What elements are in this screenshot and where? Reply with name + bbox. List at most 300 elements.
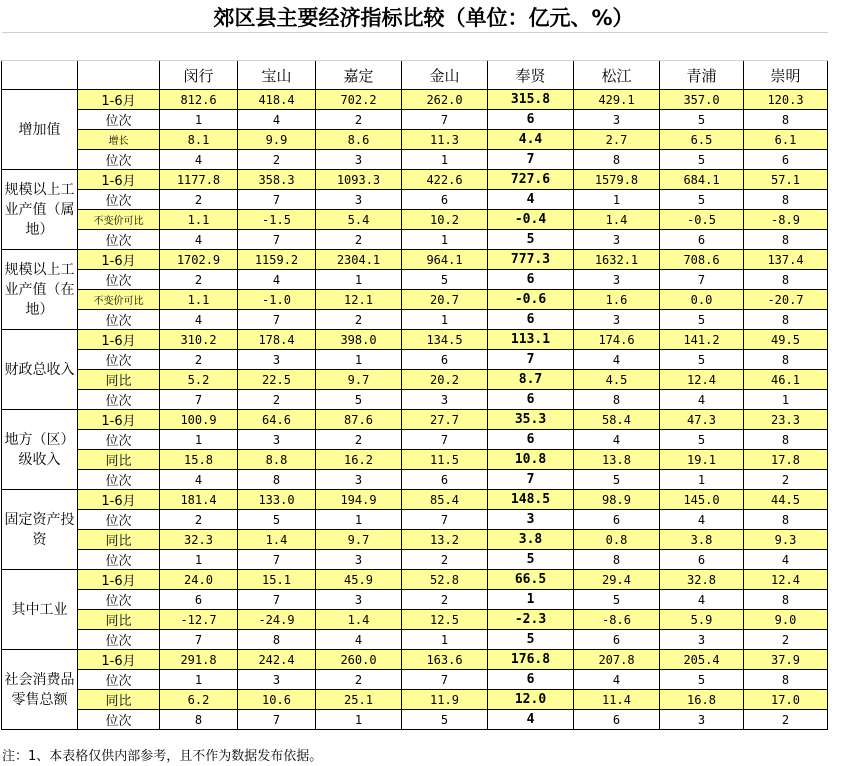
table-cell: 1632.1 (574, 250, 660, 270)
table-cell: 49.5 (744, 330, 828, 350)
table-cell: 357.0 (660, 90, 744, 110)
table-cell: 5 (488, 630, 574, 650)
table-cell: 12.0 (488, 690, 574, 710)
table-row (2, 170, 828, 190)
table-cell: 1 (160, 110, 238, 130)
table-cell: 1702.9 (160, 250, 238, 270)
table-cell: -24.9 (238, 610, 316, 630)
table-cell: 2 (160, 350, 238, 370)
indicator-group-label: 固定资产投资 (2, 490, 78, 570)
table-cell: 1 (660, 470, 744, 490)
table-cell: 2 (316, 670, 402, 690)
row-label: 同比 (78, 370, 160, 390)
table-cell: 1177.8 (160, 170, 238, 190)
table-cell: -8.9 (744, 210, 828, 230)
table-cell: 4 (238, 110, 316, 130)
table-row (2, 690, 828, 710)
table-row (2, 330, 828, 350)
table-cell: 684.1 (660, 170, 744, 190)
table-cell: 3.8 (488, 530, 574, 550)
table-cell: 9.7 (316, 530, 402, 550)
row-label: 不变价可比 (78, 290, 160, 310)
indicator-group-label: 规模以上工业产值（在地） (2, 250, 78, 330)
table-cell: 7 (238, 230, 316, 250)
table-cell: 9.3 (744, 530, 828, 550)
table-cell: 137.4 (744, 250, 828, 270)
table-cell: 6.2 (160, 690, 238, 710)
table-cell: 4 (160, 470, 238, 490)
table-cell: 4 (160, 150, 238, 170)
table-cell: 45.9 (316, 570, 402, 590)
table-cell: 7 (402, 430, 488, 450)
table-cell: 310.2 (160, 330, 238, 350)
table-cell: -2.3 (488, 610, 574, 630)
table-cell: 178.4 (238, 330, 316, 350)
table-cell: 6 (574, 510, 660, 530)
table-cell: 7 (488, 470, 574, 490)
table-cell: 2 (402, 590, 488, 610)
table-cell: 8 (744, 590, 828, 610)
table-cell: 7 (488, 150, 574, 170)
column-header: 松江 (574, 61, 660, 90)
table-cell: 6 (574, 710, 660, 730)
table-cell: 13.2 (402, 530, 488, 550)
table-cell: -0.4 (488, 210, 574, 230)
table-cell: 6 (402, 190, 488, 210)
table-cell: 8 (160, 710, 238, 730)
table-cell: 4 (316, 630, 402, 650)
row-label: 1-6月 (78, 490, 160, 510)
table-cell: 44.5 (744, 490, 828, 510)
table-cell: 17.8 (744, 450, 828, 470)
table-cell: 5 (488, 550, 574, 570)
table-cell: 3 (488, 510, 574, 530)
table-cell: 207.8 (574, 650, 660, 670)
row-label: 位次 (78, 670, 160, 690)
table-cell: 260.0 (316, 650, 402, 670)
table-cell: 3.8 (660, 530, 744, 550)
table-cell: 1 (402, 630, 488, 650)
table-cell: 5 (660, 190, 744, 210)
table-cell: 6 (488, 670, 574, 690)
table-cell: 7 (160, 390, 238, 410)
table-cell: 3 (574, 270, 660, 290)
table-cell: 1 (402, 310, 488, 330)
table-cell: 1093.3 (316, 170, 402, 190)
row-label: 位次 (78, 630, 160, 650)
table-cell: 5 (660, 670, 744, 690)
table-row (2, 650, 828, 670)
table-cell: 2 (160, 190, 238, 210)
table-cell: 7 (160, 630, 238, 650)
table-cell: 8 (744, 350, 828, 370)
table-row (2, 310, 828, 330)
table-cell: 8 (574, 390, 660, 410)
table-cell: 58.4 (574, 410, 660, 430)
table-cell: 7 (660, 270, 744, 290)
table-row (2, 610, 828, 630)
table-cell: -1.0 (238, 290, 316, 310)
table-cell: 5 (660, 150, 744, 170)
table-cell: 8.7 (488, 370, 574, 390)
table-cell: 3 (316, 190, 402, 210)
column-header: 闵行 (160, 61, 238, 90)
table-cell: 727.6 (488, 170, 574, 190)
row-label: 1-6月 (78, 410, 160, 430)
table-cell: 5 (660, 110, 744, 130)
table-cell: 4 (160, 230, 238, 250)
table-cell: 141.2 (660, 330, 744, 350)
table-cell: 15.8 (160, 450, 238, 470)
table-cell: 358.3 (238, 170, 316, 190)
table-row (2, 370, 828, 390)
table-cell: 163.6 (402, 650, 488, 670)
table-cell: 6 (574, 630, 660, 650)
table-cell: 1.1 (160, 210, 238, 230)
row-label: 位次 (78, 550, 160, 570)
column-header: 嘉定 (316, 61, 402, 90)
table-cell: 22.5 (238, 370, 316, 390)
table-cell: 7 (238, 710, 316, 730)
table-cell: 4 (574, 430, 660, 450)
table-cell: 418.4 (238, 90, 316, 110)
table-cell: 10.2 (402, 210, 488, 230)
table-cell: 5.9 (660, 610, 744, 630)
table-cell: 1.4 (238, 530, 316, 550)
table-cell: 964.1 (402, 250, 488, 270)
table-cell: 1.4 (316, 610, 402, 630)
table-cell: 6 (160, 590, 238, 610)
table-cell: 11.9 (402, 690, 488, 710)
table-cell: 87.6 (316, 410, 402, 430)
table-cell: 3 (402, 390, 488, 410)
table-cell: 1.1 (160, 290, 238, 310)
table-cell: 205.4 (660, 650, 744, 670)
table-cell: 1579.8 (574, 170, 660, 190)
table-cell: 1 (160, 550, 238, 570)
table-cell: -20.7 (744, 290, 828, 310)
table-cell: 98.9 (574, 490, 660, 510)
table-row (2, 570, 828, 590)
table-cell: 1 (316, 350, 402, 370)
table-cell: 5 (402, 270, 488, 290)
table-row (2, 290, 828, 310)
table-cell: 120.3 (744, 90, 828, 110)
table-cell: 6.1 (744, 130, 828, 150)
table-cell: 2 (316, 430, 402, 450)
table-cell: 702.2 (316, 90, 402, 110)
table-cell: 1 (316, 710, 402, 730)
table-cell: 3 (238, 430, 316, 450)
table-cell: 35.3 (488, 410, 574, 430)
table-cell: 10.8 (488, 450, 574, 470)
table-cell: 1159.2 (238, 250, 316, 270)
table-cell: 12.5 (402, 610, 488, 630)
table-cell: 8 (744, 430, 828, 450)
header-corner (2, 61, 78, 90)
table-row (2, 90, 828, 110)
table-cell: 4 (660, 510, 744, 530)
table-row (2, 130, 828, 150)
table-cell: 3 (574, 110, 660, 130)
table-cell: 812.6 (160, 90, 238, 110)
table-cell: 5 (402, 710, 488, 730)
table-cell: 7 (402, 670, 488, 690)
table-cell: -12.7 (160, 610, 238, 630)
table-cell: 11.5 (402, 450, 488, 470)
table-cell: 262.0 (402, 90, 488, 110)
row-label: 位次 (78, 190, 160, 210)
table-row (2, 190, 828, 210)
column-header: 宝山 (238, 61, 316, 90)
table-cell: 6 (660, 550, 744, 570)
table-cell: 3 (238, 670, 316, 690)
row-label: 位次 (78, 150, 160, 170)
table-cell: 315.8 (488, 90, 574, 110)
table-cell: 13.8 (574, 450, 660, 470)
row-label: 位次 (78, 270, 160, 290)
blank-row (2, 33, 828, 61)
table-cell: 4.5 (574, 370, 660, 390)
row-label: 同比 (78, 450, 160, 470)
table-cell: 7 (238, 590, 316, 610)
table-cell: 2 (316, 230, 402, 250)
table-row (2, 250, 828, 270)
table-cell: 4 (574, 350, 660, 370)
table-cell: 5 (660, 430, 744, 450)
table-cell: 176.8 (488, 650, 574, 670)
table-cell: 5 (660, 350, 744, 370)
table-cell: 2 (316, 110, 402, 130)
table-cell: 134.5 (402, 330, 488, 350)
table-row (2, 390, 828, 410)
table-row (2, 270, 828, 290)
table-cell: 8 (744, 110, 828, 130)
table-cell: 9.7 (316, 370, 402, 390)
table-cell: 3 (660, 630, 744, 650)
table-cell: 1 (316, 510, 402, 530)
table-cell: 3 (574, 230, 660, 250)
table-cell: 181.4 (160, 490, 238, 510)
table-cell: 8.1 (160, 130, 238, 150)
table-row (2, 210, 828, 230)
row-label: 1-6月 (78, 90, 160, 110)
table-cell: 3 (316, 550, 402, 570)
table-cell: 4 (744, 550, 828, 570)
table-cell: 64.6 (238, 410, 316, 430)
row-label: 位次 (78, 710, 160, 730)
table-row (2, 350, 828, 370)
table-cell: 2304.1 (316, 250, 402, 270)
table-cell: 7 (238, 550, 316, 570)
table-cell: 3 (660, 710, 744, 730)
table-cell: 8 (238, 630, 316, 650)
table-cell: -8.6 (574, 610, 660, 630)
table-cell: 85.4 (402, 490, 488, 510)
row-label: 1-6月 (78, 650, 160, 670)
table-cell: 2.7 (574, 130, 660, 150)
table-cell: 8 (744, 510, 828, 530)
table-row (2, 110, 828, 130)
table-row (2, 410, 828, 430)
table-cell: 2 (402, 550, 488, 570)
table-cell: 174.6 (574, 330, 660, 350)
table-cell: 100.9 (160, 410, 238, 430)
table-cell: 2 (160, 270, 238, 290)
row-label: 位次 (78, 390, 160, 410)
column-header: 崇明 (744, 61, 828, 90)
table-row (2, 710, 828, 730)
table-cell: 20.2 (402, 370, 488, 390)
table-cell: 2 (744, 470, 828, 490)
table-cell: -0.6 (488, 290, 574, 310)
table-cell: 1 (488, 590, 574, 610)
table-cell: 57.1 (744, 170, 828, 190)
table-cell: 3 (316, 590, 402, 610)
table-cell: 29.4 (574, 570, 660, 590)
table-cell: 0.0 (660, 290, 744, 310)
table-cell: 24.0 (160, 570, 238, 590)
table-cell: 5 (660, 310, 744, 330)
table-cell: 16.2 (316, 450, 402, 470)
table-row (2, 630, 828, 650)
table-cell: 12.4 (744, 570, 828, 590)
indicator-group-label: 地方（区）级收入 (2, 410, 78, 490)
row-label: 位次 (78, 430, 160, 450)
row-label: 位次 (78, 510, 160, 530)
table-cell: 6 (488, 430, 574, 450)
table-cell: -1.5 (238, 210, 316, 230)
table-cell: 5 (574, 470, 660, 490)
table-cell: 1 (316, 270, 402, 290)
table-cell: 3 (316, 150, 402, 170)
table-cell: 4 (660, 590, 744, 610)
table-cell: 2 (744, 630, 828, 650)
table-cell: 2 (160, 510, 238, 530)
table-cell: 7 (238, 310, 316, 330)
table-cell: 4 (574, 670, 660, 690)
table-cell: 10.6 (238, 690, 316, 710)
table-cell: 27.7 (402, 410, 488, 430)
table-cell: 37.9 (744, 650, 828, 670)
table-cell: 17.0 (744, 690, 828, 710)
table-cell: 422.6 (402, 170, 488, 190)
table-cell: 6.5 (660, 130, 744, 150)
table-cell: 133.0 (238, 490, 316, 510)
row-label: 增长 (78, 130, 160, 150)
indicator-table (1, 32, 828, 730)
column-header: 金山 (402, 61, 488, 90)
indicator-group-label: 规模以上工业产值（属地） (2, 170, 78, 250)
page-title: 郊区县主要经济指标比较（单位：亿元、%） (213, 6, 634, 30)
table-cell: 194.9 (316, 490, 402, 510)
table-cell: 46.1 (744, 370, 828, 390)
table-cell: 12.4 (660, 370, 744, 390)
table-cell: 19.1 (660, 450, 744, 470)
row-label: 1-6月 (78, 570, 160, 590)
table-cell: 4 (488, 710, 574, 730)
table-cell: 9.9 (238, 130, 316, 150)
table-row (2, 670, 828, 690)
table-row (2, 550, 828, 570)
table-cell: 1 (574, 190, 660, 210)
table-row (2, 590, 828, 610)
row-label: 1-6月 (78, 330, 160, 350)
table-cell: 11.4 (574, 690, 660, 710)
table-cell: 8 (574, 150, 660, 170)
table-cell: 8.6 (316, 130, 402, 150)
table-cell: 7 (488, 350, 574, 370)
table-row (2, 450, 828, 470)
table-cell: -0.5 (660, 210, 744, 230)
row-label: 不变价可比 (78, 210, 160, 230)
table-cell: 16.8 (660, 690, 744, 710)
table-cell: 3 (316, 470, 402, 490)
row-label: 1-6月 (78, 250, 160, 270)
table-row (2, 470, 828, 490)
indicator-group-label: 增加值 (2, 90, 78, 170)
table-cell: 2 (316, 310, 402, 330)
row-label: 位次 (78, 110, 160, 130)
table-row (2, 430, 828, 450)
table-row (2, 490, 828, 510)
table-cell: 6 (488, 390, 574, 410)
table-cell: 6 (488, 270, 574, 290)
table-cell: 66.5 (488, 570, 574, 590)
row-label: 位次 (78, 230, 160, 250)
row-label: 位次 (78, 590, 160, 610)
table-cell: 7 (238, 190, 316, 210)
table-cell: 6 (660, 230, 744, 250)
table-cell: 8 (744, 190, 828, 210)
table-cell: 1 (160, 430, 238, 450)
row-label: 同比 (78, 530, 160, 550)
row-label: 同比 (78, 690, 160, 710)
table-cell: 777.3 (488, 250, 574, 270)
column-header: 奉贤 (488, 61, 574, 90)
indicator-group-label: 财政总收入 (2, 330, 78, 410)
table-cell: 12.1 (316, 290, 402, 310)
column-header: 青浦 (660, 61, 744, 90)
table-row (2, 150, 828, 170)
row-label: 位次 (78, 350, 160, 370)
table-cell: 8 (744, 310, 828, 330)
table-cell: 1.4 (574, 210, 660, 230)
table-cell: 2 (238, 390, 316, 410)
table-cell: 8 (744, 670, 828, 690)
table-cell: 4 (660, 390, 744, 410)
table-cell: 398.0 (316, 330, 402, 350)
table-cell: 429.1 (574, 90, 660, 110)
indicator-group-label: 社会消费品零售总额 (2, 650, 78, 730)
header-row (2, 61, 828, 90)
table-cell: 11.3 (402, 130, 488, 150)
table-cell: 8 (574, 550, 660, 570)
table-cell: 9.0 (744, 610, 828, 630)
table-cell: 6 (402, 350, 488, 370)
table-cell: 20.7 (402, 290, 488, 310)
table-cell: 47.3 (660, 410, 744, 430)
table-cell: 1 (402, 150, 488, 170)
table-row (2, 230, 828, 250)
table-cell: 1 (402, 230, 488, 250)
table-cell: 5.2 (160, 370, 238, 390)
table-cell: 25.1 (316, 690, 402, 710)
table-cell: 1 (160, 670, 238, 690)
table-cell: 113.1 (488, 330, 574, 350)
table-cell: 5.4 (316, 210, 402, 230)
table-cell: 242.4 (238, 650, 316, 670)
